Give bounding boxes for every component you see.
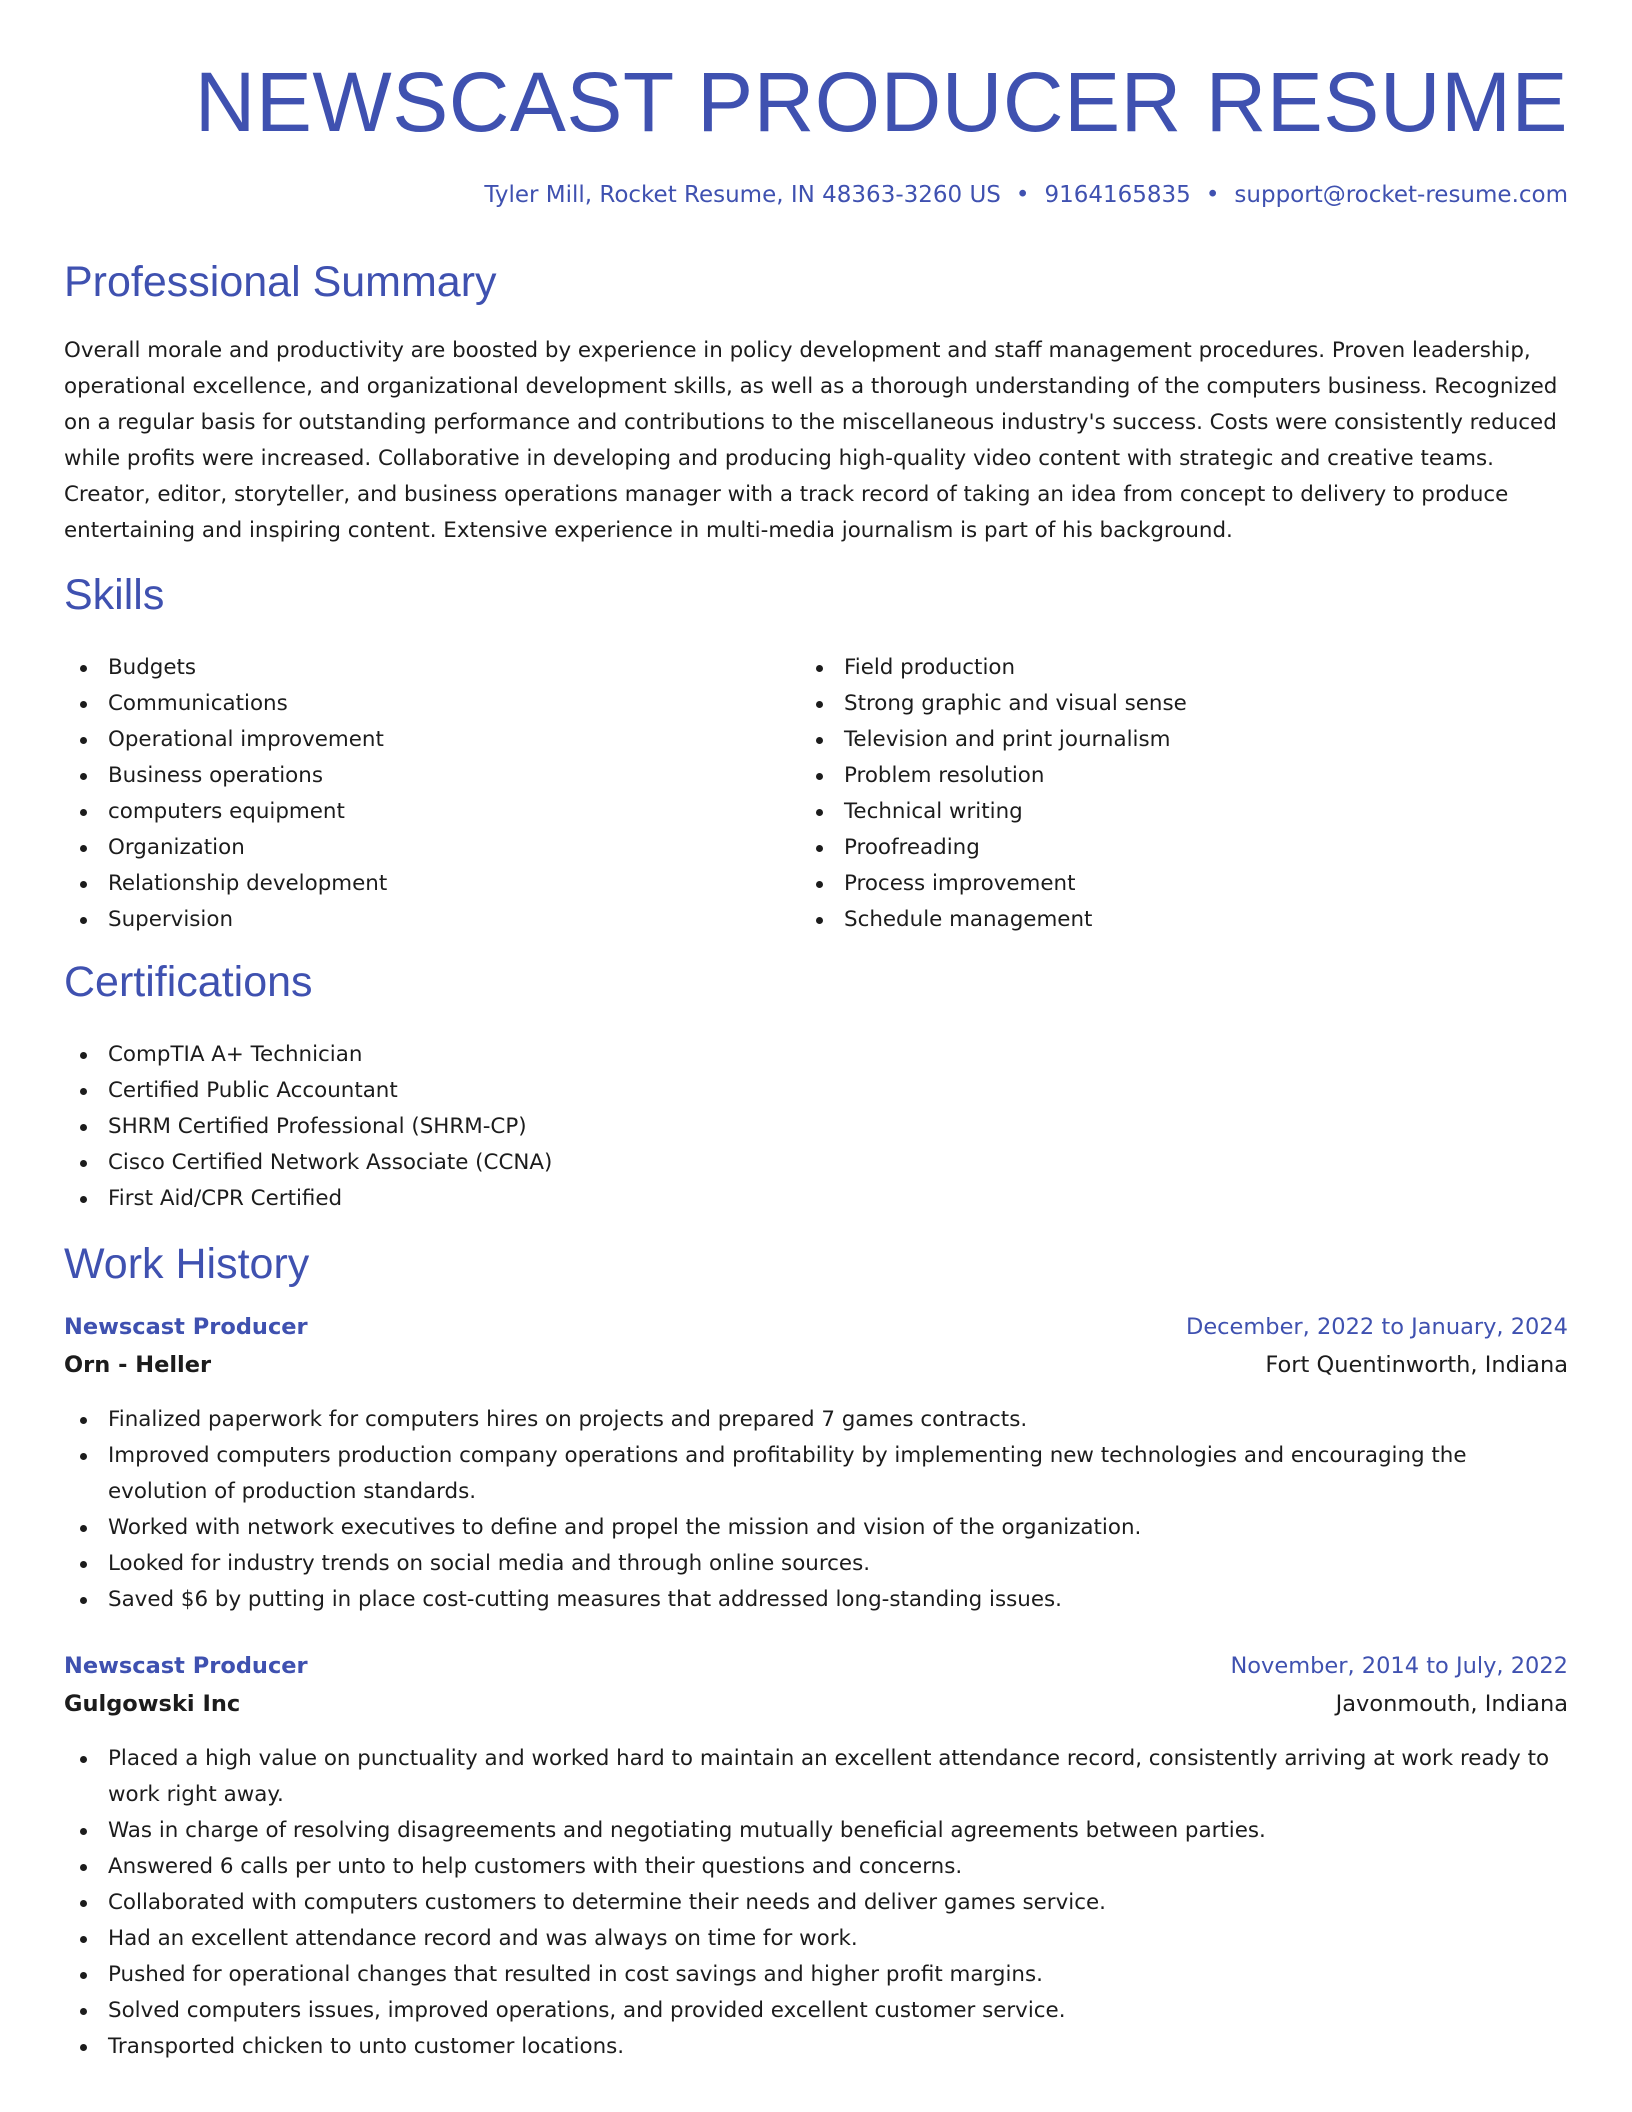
skill-item: computers equipment	[64, 794, 784, 830]
skill-item: Process improvement	[800, 866, 1560, 902]
skill-item: Field production	[800, 650, 1560, 686]
job-title: Newscast Producer	[64, 1314, 308, 1340]
certification-item: Certified Public Accountant	[64, 1073, 1568, 1109]
skills-list-left	[64, 650, 784, 938]
job-bullet: Looked for industry trends on social media and through online sources.	[64, 1546, 1568, 1582]
job-bullet: Pushed for operational changes that resulted in cost savings and higher profit margins.	[64, 1957, 1568, 1993]
certification-item: SHRM Certified Professional (SHRM-CP)	[64, 1109, 1568, 1145]
skill-item: Operational improvement	[64, 722, 784, 758]
skill-item: Communications	[64, 686, 784, 722]
skill-item: Organization	[64, 830, 784, 866]
skill-item: Schedule management	[800, 902, 1560, 938]
certifications-list	[64, 1037, 1568, 1217]
job-dates: November, 2014 to July, 2022	[1230, 1653, 1568, 1679]
work-history-heading: Work History	[64, 1240, 310, 1288]
skill-item: Problem resolution	[800, 758, 1560, 794]
skill-item: Budgets	[64, 650, 784, 686]
job-location: Javonmouth, Indiana	[1335, 1691, 1568, 1717]
skill-item: Television and print journalism	[800, 722, 1560, 758]
skill-item: Technical writing	[800, 794, 1560, 830]
job-bullet: Had an excellent attendance record and was always on time for work.	[64, 1921, 1568, 1957]
contact-separator: •	[1205, 182, 1220, 208]
skills-heading: Skills	[64, 571, 165, 619]
job-company: Orn - Heller	[64, 1352, 212, 1378]
skill-item: Strong graphic and visual sense	[800, 686, 1560, 722]
job-bullet: Finalized paperwork for computers hires on projects and prepared 7 games contracts.	[64, 1402, 1568, 1438]
certification-item: First Aid/CPR Certified	[64, 1181, 1568, 1217]
skill-item: Relationship development	[64, 866, 784, 902]
contact-address: Tyler Mill, Rocket Resume, IN 48363-3260 US	[484, 182, 1001, 208]
job-bullet: Answered 6 calls per unto to help customers with their questions and concerns.	[64, 1849, 1568, 1885]
job-bullet: Saved $6 by putting in place cost-cutting measures that addressed long-standing issues.	[64, 1582, 1568, 1618]
job-company: Gulgowski Inc	[64, 1691, 241, 1717]
skill-item: Supervision	[64, 902, 784, 938]
contact-phone: 9164165835	[1044, 182, 1191, 208]
contact-line	[484, 182, 1568, 208]
certifications-heading: Certifications	[64, 958, 313, 1006]
resume-title: NEWSCAST PRODUCER RESUME	[194, 55, 1568, 149]
job-bullet: Collaborated with computers customers to determine their needs and deliver games service.	[64, 1885, 1568, 1921]
job-bullet: Worked with network executives to define and propel the mission and vision of the organization.	[64, 1510, 1568, 1546]
job-title: Newscast Producer	[64, 1653, 308, 1679]
job-bullet: Solved computers issues, improved operations, and provided excellent customer service.	[64, 1993, 1568, 2029]
summary-text: Overall morale and productivity are boosted by experience in policy development and staff management procedures. Proven leadership, operational excellence, and organizational development skills, as well as a thorough understanding of the computers business. Recognized on a regular basis for outstanding performance and contributions to the miscellaneous industry's success. Costs were consistently reduced while profits were increased. Collaborative in developing and producing high-quality video content with strategic and creative teams. Creator, editor, storyteller, and business operations manager with a track record of taking an idea from concept to delivery to produce entertaining and inspiring content. Extensive experience in multi-media journalism is part of his background.	[64, 338, 1558, 543]
job-bullet: Was in charge of resolving disagreements and negotiating mutually beneficial agreements between parties.	[64, 1813, 1568, 1849]
job-dates: December, 2022 to January, 2024	[1186, 1314, 1568, 1340]
skill-item: Business operations	[64, 758, 784, 794]
job-location: Fort Quentinworth, Indiana	[1265, 1352, 1568, 1378]
contact-email: support@rocket-resume.com	[1234, 182, 1568, 208]
summary-heading: Professional Summary	[64, 258, 497, 306]
job-bullet: Transported chicken to unto customer locations.	[64, 2029, 1568, 2065]
job-bullets	[64, 1741, 1568, 2065]
certification-item: Cisco Certified Network Associate (CCNA)	[64, 1145, 1568, 1181]
job-bullet: Improved computers production company operations and profitability by implementing new technologies and encouraging the evolution of production standards.	[64, 1438, 1568, 1510]
job-bullets	[64, 1402, 1568, 1618]
skill-item: Proofreading	[800, 830, 1560, 866]
certification-item: CompTIA A+ Technician	[64, 1037, 1568, 1073]
job-bullet: Placed a high value on punctuality and worked hard to maintain an excellent attendance record, consistently arriving at work ready to work right away.	[64, 1741, 1568, 1813]
contact-separator: •	[1015, 182, 1030, 208]
skills-list-right	[800, 650, 1560, 938]
